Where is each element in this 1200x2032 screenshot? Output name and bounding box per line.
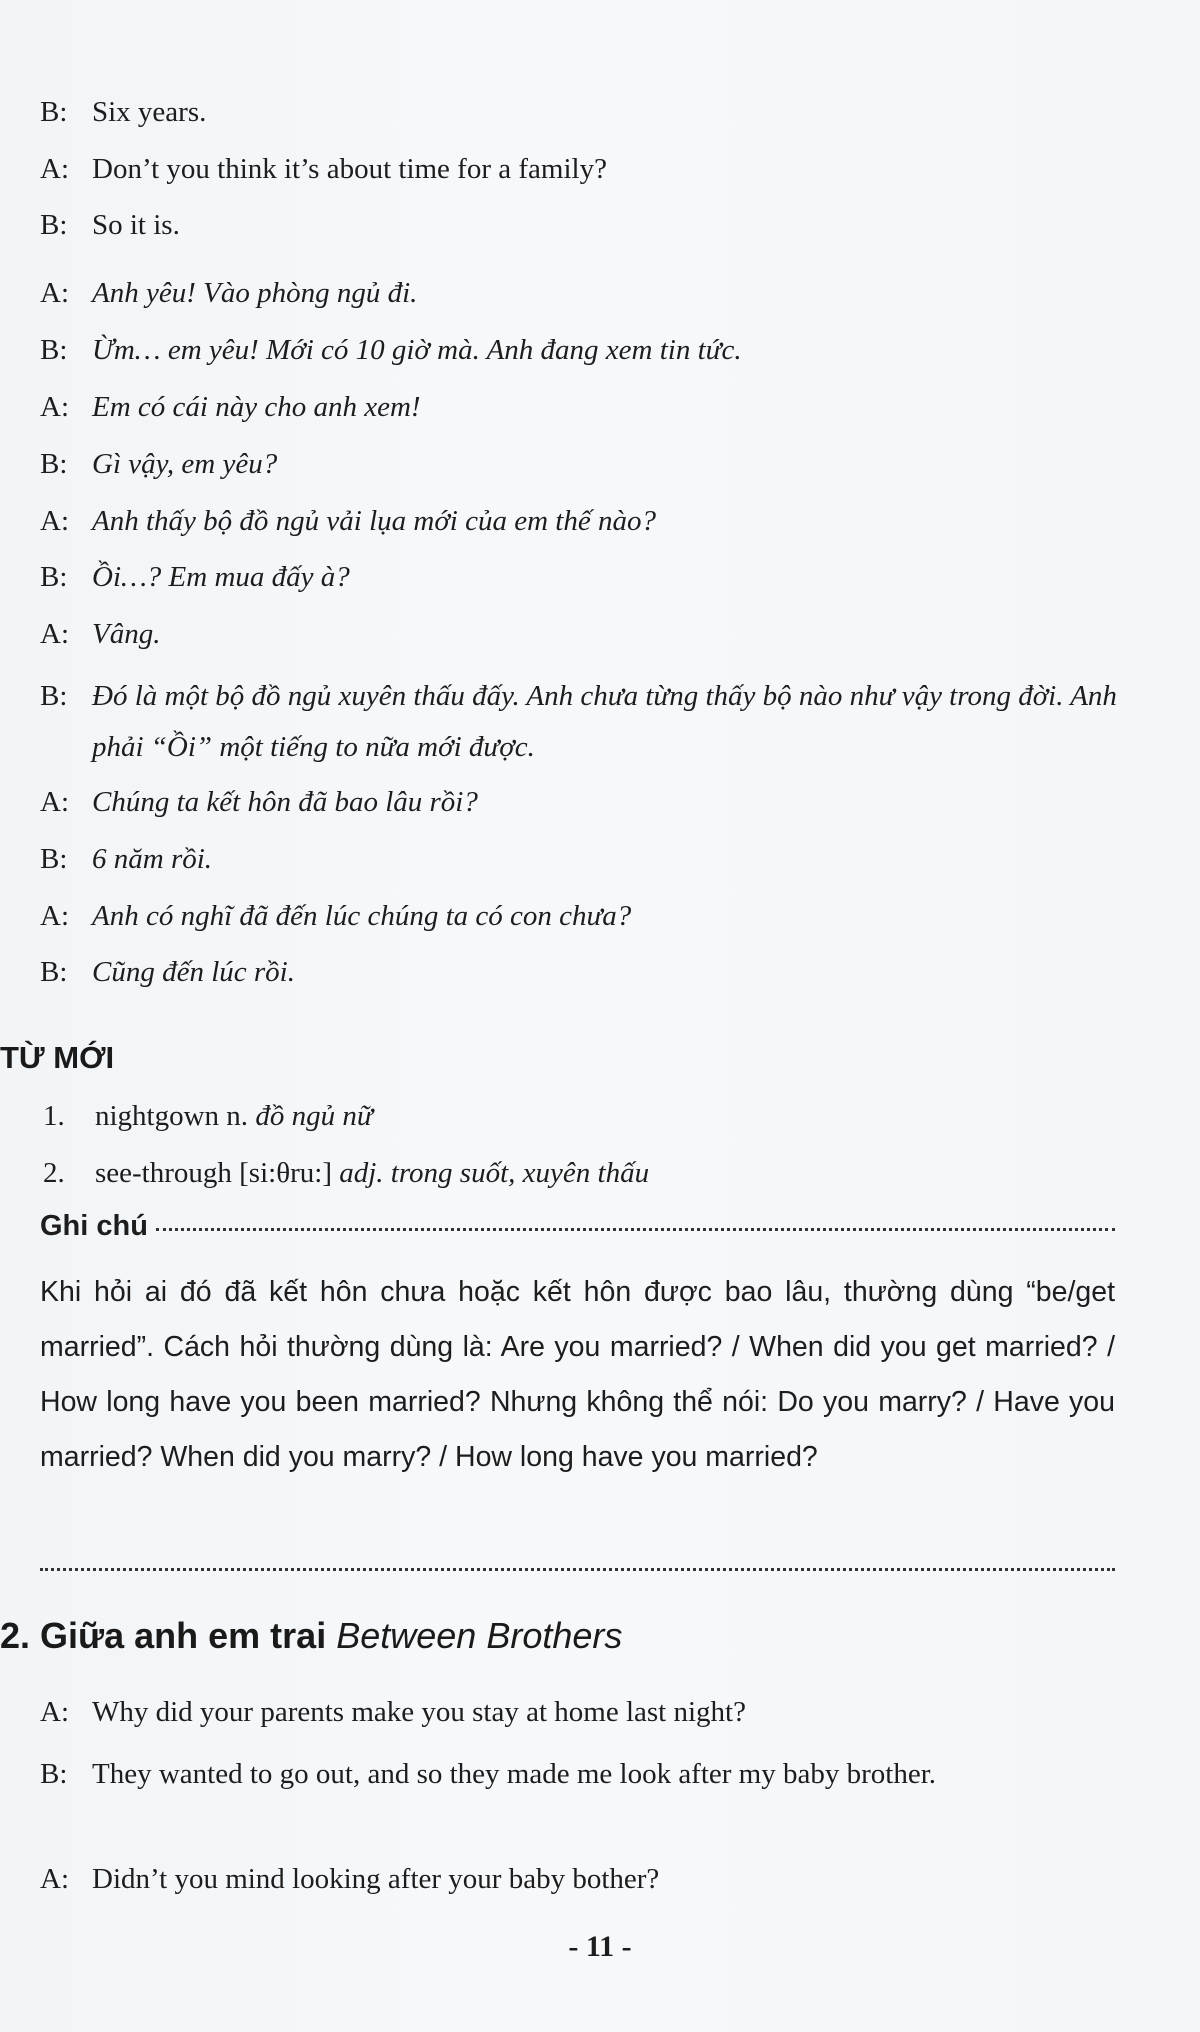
vocab-number: 2. <box>43 1157 65 1189</box>
vocab-item <box>40 1096 373 1136</box>
dialogue-line <box>40 1859 659 1899</box>
dialogue-line <box>40 671 1162 773</box>
speaker-label: B: <box>40 843 68 875</box>
dialogue-text: Ừm… em yêu! Mới có 10 giờ mà. Anh đang xem tin tức. <box>92 334 742 366</box>
dialogue-text: Vâng. <box>92 618 161 650</box>
speaker-label: B: <box>40 956 68 988</box>
dialogue-line <box>40 330 742 370</box>
speaker-label: B: <box>40 561 68 593</box>
dialogue-line <box>40 501 656 541</box>
vocab-item <box>40 1153 649 1193</box>
dialogue-line <box>40 149 607 189</box>
dotted-rule <box>156 1227 1115 1231</box>
dialogue-line <box>40 782 478 822</box>
dialogue-line <box>40 557 350 597</box>
dialogue-line <box>40 614 160 654</box>
dialogue-text: 6 năm rồi. <box>92 843 213 875</box>
note-title <box>40 1210 1115 1243</box>
dialogue-line <box>40 205 180 245</box>
speaker-label: A: <box>40 277 69 309</box>
speaker-label: A: <box>40 505 69 537</box>
speaker-label: B: <box>40 448 68 480</box>
page-number: - 11 - <box>568 1930 632 1963</box>
note-title-text: Ghi chú <box>40 1210 148 1242</box>
dialogue-text: Gì vậy, em yêu? <box>92 448 278 480</box>
dialogue-text: Why did your parents make you stay at home last night? <box>92 1696 746 1728</box>
vocab-word: see-through [si:θru:] <box>95 1157 332 1189</box>
speaker-label: A: <box>40 1696 69 1728</box>
dialogue-text: Six years. <box>92 96 207 128</box>
dialogue-text: Đó là một bộ đồ ngủ xuyên thấu đấy. Anh chưa từng thấy bộ nào như vậy trong đời. Anh phải “Ồi” một tiếng to nữa mới được. <box>92 680 1117 763</box>
speaker-label: B: <box>40 680 68 712</box>
speaker-label: A: <box>40 618 69 650</box>
dialogue-line <box>40 839 212 879</box>
dotted-rule <box>40 1568 1115 1571</box>
speaker-label: B: <box>40 209 68 241</box>
dialogue-line <box>40 1692 746 1732</box>
dialogue-text: Didn’t you mind looking after your baby bother? <box>92 1863 660 1895</box>
speaker-label: A: <box>40 1863 69 1895</box>
speaker-label: A: <box>40 786 69 818</box>
dialogue-line <box>40 92 206 132</box>
vocab-meaning: đồ ngủ nữ <box>255 1100 373 1132</box>
dialogue-line <box>40 952 295 992</box>
vocab-meaning: adj. trong suốt, xuyên thấu <box>339 1157 650 1189</box>
dialogue-text: Anh thấy bộ đồ ngủ vải lụa mới của em thế nào? <box>92 505 656 537</box>
dialogue-line <box>40 273 417 313</box>
speaker-label: B: <box>40 334 68 366</box>
section-title-vi: Giữa anh em trai <box>40 1615 327 1656</box>
dialogue-text: Anh có nghĩ đã đến lúc chúng ta có con chưa? <box>92 900 632 932</box>
speaker-label: B: <box>40 1758 68 1790</box>
speaker-label: A: <box>40 153 69 185</box>
dialogue-line <box>40 1749 1162 1800</box>
dialogue-text: Anh yêu! Vào phòng ngủ đi. <box>92 277 418 309</box>
dialogue-text: Em có cái này cho anh xem! <box>92 391 421 423</box>
dialogue-line <box>40 387 421 427</box>
dialogue-text: Cũng đến lúc rồi. <box>92 956 295 988</box>
dialogue-line <box>40 896 631 936</box>
dialogue-line <box>40 444 277 484</box>
vocab-heading: TỪ MỚI <box>0 1040 115 1075</box>
dialogue-text: They wanted to go out, and so they made me look after my baby brother. <box>92 1758 937 1790</box>
speaker-label: A: <box>40 900 69 932</box>
speaker-label: B: <box>40 96 68 128</box>
dialogue-text: Chúng ta kết hôn đã bao lâu rồi? <box>92 786 478 818</box>
section-number: 2. <box>0 1615 31 1656</box>
vocab-word: nightgown n. <box>95 1100 249 1132</box>
dialogue-text: So it is. <box>92 209 180 241</box>
speaker-label: A: <box>40 391 69 423</box>
dialogue-text: Don’t you think it’s about time for a family? <box>92 153 607 185</box>
section-title-en: Between Brothers <box>336 1615 623 1656</box>
dialogue-text: Ồi…? Em mua đấy à? <box>92 561 350 593</box>
note-body: Khi hỏi ai đó đã kết hôn chưa hoặc kết hôn được bao lâu, thường dùng “be/get married”. Cách hỏi thường dùng là: Are you married? / When did you get married? / How long have you been married? Nhưng không thể nói: Do you marry? / Have you married? When did you marry? / How long have you married? <box>40 1276 1115 1473</box>
section-title <box>0 1615 622 1657</box>
vocab-number: 1. <box>43 1100 65 1132</box>
